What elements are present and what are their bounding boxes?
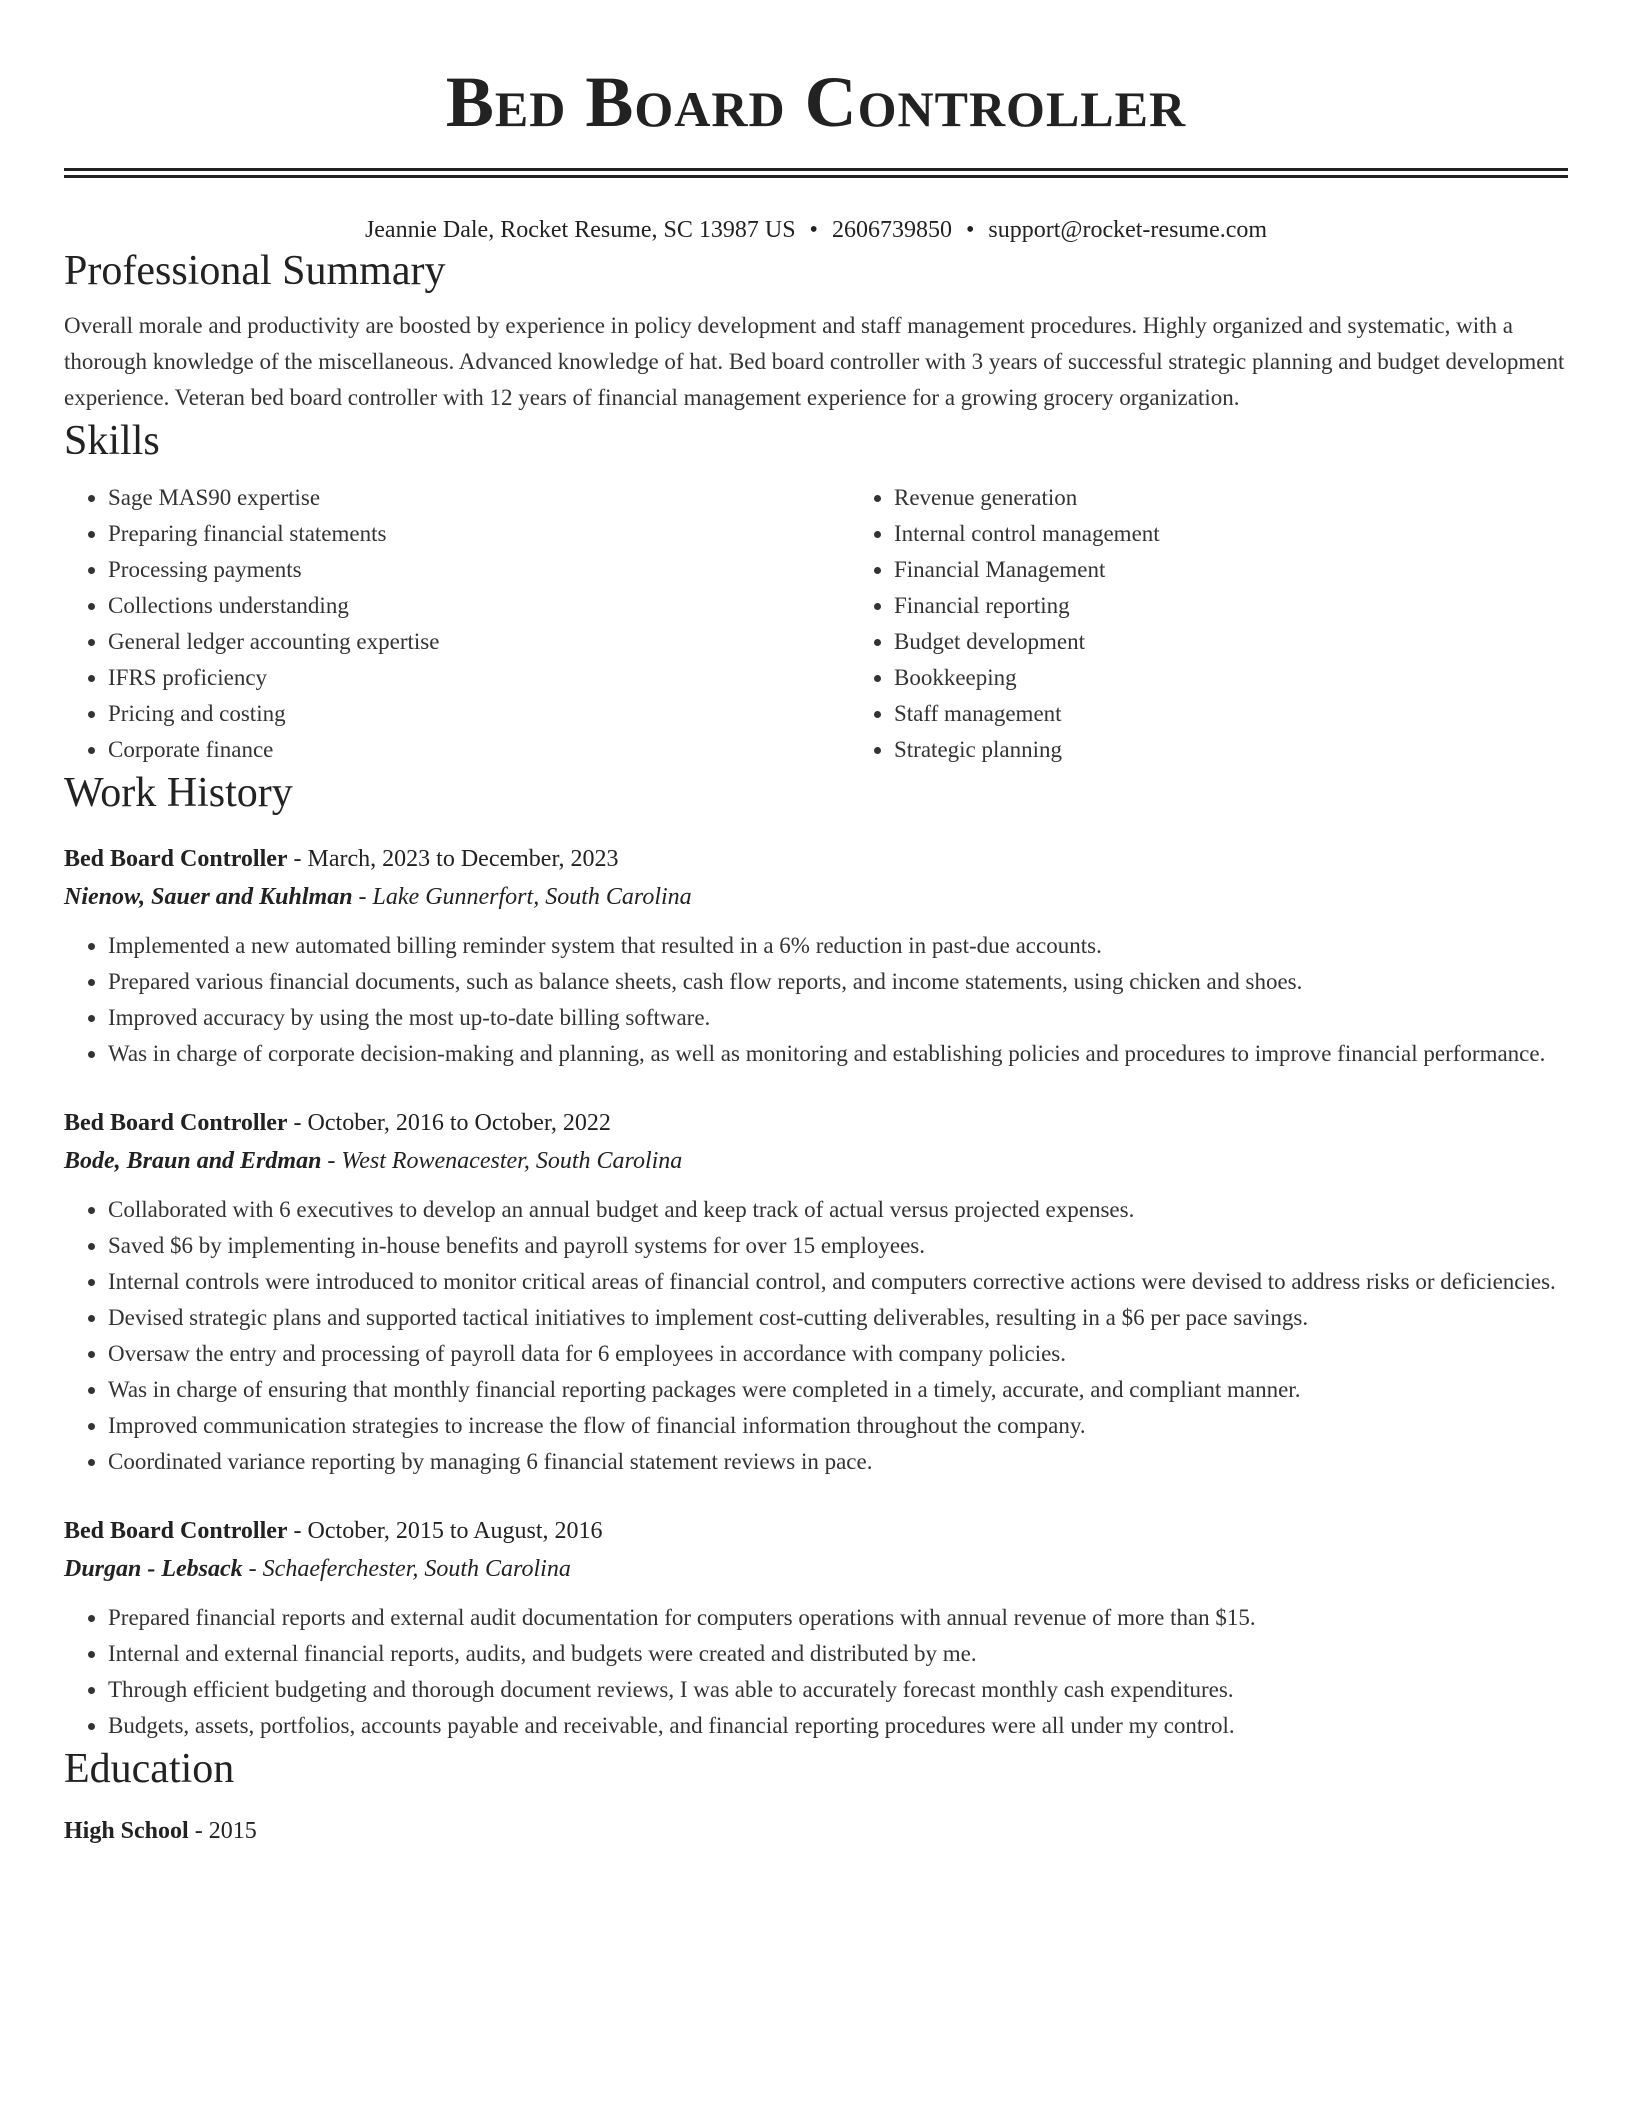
skill-item: • Financial Management [894, 552, 1568, 588]
skill-item: • Staff management [894, 696, 1568, 732]
skill-item: • Pricing and costing [108, 696, 850, 732]
job-title: Bed Board Controller [64, 1518, 288, 1544]
job-title: Bed Board Controller [64, 1110, 288, 1136]
job-bullet: • Improved accuracy by using the most up-to-date billing software. [108, 1000, 1568, 1036]
job-bullet: • Implemented a new automated billing reminder system that resulted in a 6% reduction in past-due accounts. [108, 928, 1568, 964]
job-bullet: • Collaborated with 6 executives to develop an annual budget and keep track of actual versus projected expenses. [108, 1192, 1568, 1228]
skill-item: • Revenue generation [894, 480, 1568, 516]
skill-item: • Strategic planning [894, 732, 1568, 768]
job-title: Bed Board Controller [64, 846, 288, 872]
job-bullet: • Oversaw the entry and processing of payroll data for 6 employees in accordance with company policies. [108, 1336, 1568, 1372]
job-company: Durgan - Lebsack [64, 1556, 243, 1582]
education-heading: Education [64, 1746, 235, 1792]
skill-item: • Preparing financial statements [108, 516, 850, 552]
contact-email: support@rocket-resume.com [988, 217, 1268, 243]
skills-column-right [850, 480, 1568, 768]
job-header [64, 840, 1568, 878]
contact-phone: 2606739850 [831, 217, 952, 243]
skill-item: • Sage MAS90 expertise [108, 480, 850, 516]
contact-line [64, 214, 1568, 246]
skills-list [64, 480, 1568, 768]
job-location: - Lake Gunnerfort, South Carolina [352, 884, 692, 910]
skill-item: • IFRS proficiency [108, 660, 850, 696]
job-bullet: • Prepared financial reports and external audit documentation for computers operations with annual revenue of more than $15. [108, 1600, 1568, 1636]
job-bullet: • Saved $6 by implementing in-house benefits and payroll systems for over 15 employees. [108, 1228, 1568, 1264]
job-bullet: • Budgets, assets, portfolios, accounts payable and receivable, and financial reporting procedures were all under my control. [108, 1708, 1568, 1744]
title-divider-thin [64, 175, 1568, 178]
skill-item: • Processing payments [108, 552, 850, 588]
summary-heading: Professional Summary [64, 248, 446, 294]
job-company-line [64, 878, 1568, 916]
job-location: - West Rowenacester, South Carolina [321, 1148, 683, 1174]
skill-item: • Bookkeeping [894, 660, 1568, 696]
job-bullets [64, 1600, 1568, 1744]
skill-item: • General ledger accounting expertise [108, 624, 850, 660]
skill-item: • Internal control management [894, 516, 1568, 552]
job-bullet: • Prepared various financial documents, such as balance sheets, cash flow reports, and income statements, using chicken and shoes. [108, 964, 1568, 1000]
job-bullets [64, 1192, 1568, 1480]
job-entry [64, 840, 1568, 1072]
job-bullet: • Coordinated variance reporting by managing 6 financial statement reviews in pace. [108, 1444, 1568, 1480]
skills-column-left [64, 480, 850, 768]
skill-item: • Corporate finance [108, 732, 850, 768]
work-history-heading: Work History [64, 770, 293, 816]
job-company-line [64, 1550, 1568, 1588]
job-company: Bode, Braun and Erdman [64, 1148, 322, 1174]
job-header [64, 1104, 1568, 1142]
job-header [64, 1512, 1568, 1550]
skills-heading: Skills [64, 418, 160, 464]
job-company-line [64, 1142, 1568, 1180]
summary-text: Overall morale and productivity are boosted by experience in policy development and staff management procedures. Highly organized and systematic, with a thorough knowledge of the miscellaneous. Advanced knowledge of hat. Bed board controller with 3 years of successful strategic planning and budget development experience. Veteran bed board controller with 12 years of financial management experience for a growing grocery organization. [64, 313, 1565, 410]
contact-separator: • [965, 217, 975, 243]
job-entry [64, 1512, 1568, 1744]
skill-item: • Financial reporting [894, 588, 1568, 624]
resume-title: Bed Board Controller [445, 62, 1187, 142]
education-degree: High School [64, 1818, 189, 1844]
job-location: - Schaeferchester, South Carolina [242, 1556, 571, 1582]
job-bullet: • Was in charge of corporate decision-making and planning, as well as monitoring and establishing policies and procedures to improve financial performance. [108, 1036, 1568, 1072]
education-year: - 2015 [188, 1818, 257, 1844]
job-bullet: • Improved communication strategies to increase the flow of financial information throughout the company. [108, 1408, 1568, 1444]
title-divider-thick [64, 168, 1568, 171]
job-entry [64, 1104, 1568, 1480]
job-bullet: • Through efficient budgeting and thorough document reviews, I was able to accurately forecast monthly cash expenditures. [108, 1672, 1568, 1708]
skill-item: • Budget development [894, 624, 1568, 660]
job-dates: - October, 2015 to August, 2016 [287, 1518, 603, 1544]
job-bullet: • Internal controls were introduced to monitor critical areas of financial control, and computers corrective actions were devised to address risks or deficiencies. [108, 1264, 1568, 1300]
contact-address: Jeannie Dale, Rocket Resume, SC 13987 US [364, 217, 796, 243]
job-bullet: • Internal and external financial reports, audits, and budgets were created and distributed by me. [108, 1636, 1568, 1672]
job-company: Nienow, Sauer and Kuhlman [64, 884, 353, 910]
contact-separator: • [809, 217, 818, 243]
skill-item: • Collections understanding [108, 588, 850, 624]
education-entry [64, 1812, 1568, 1850]
job-dates: - October, 2016 to October, 2022 [287, 1110, 611, 1136]
job-dates: - March, 2023 to December, 2023 [287, 846, 619, 872]
job-bullet: • Devised strategic plans and supported tactical initiatives to implement cost-cutting deliverables, resulting in a $6 per pace savings. [108, 1300, 1568, 1336]
job-bullets [64, 928, 1568, 1072]
job-bullet: • Was in charge of ensuring that monthly financial reporting packages were completed in a timely, accurate, and compliant manner. [108, 1372, 1568, 1408]
